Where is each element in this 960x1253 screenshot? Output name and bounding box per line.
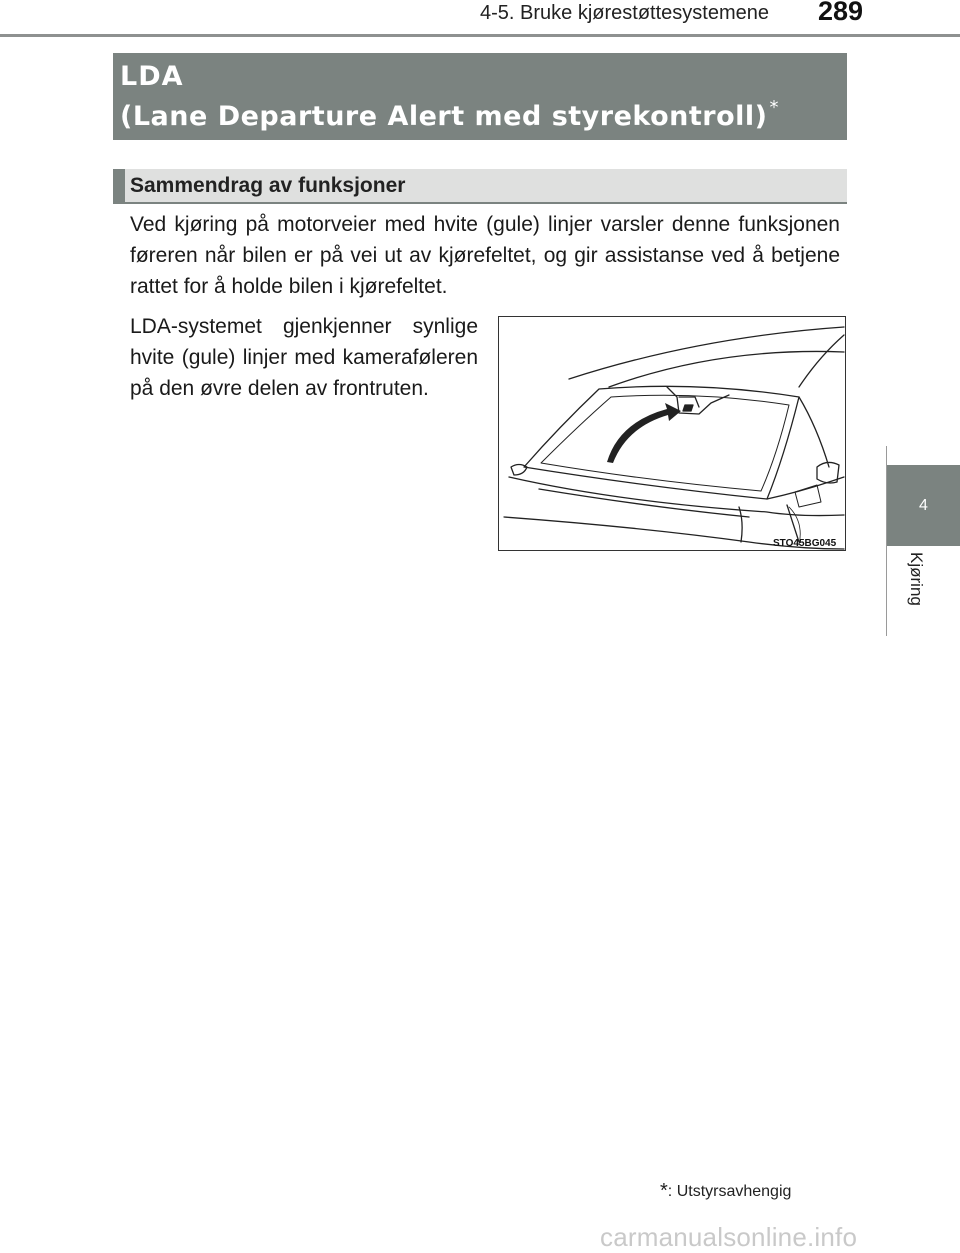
header-section-title: 4-5. Bruke kjørestøttesystemene <box>480 2 769 24</box>
section-accent-bar <box>113 169 125 202</box>
figure-code: STO45BG045 <box>773 538 837 549</box>
section-header <box>113 169 847 202</box>
chapter-tab <box>887 465 960 546</box>
body-paragraph-1: Ved kjøring på motorveier med hvite (gule) linjer varsler denne funksjonen føreren når bilen er på vei ut av kjørefeltet, og gir assistanse ved å betjene rattet for å holde bilen i kjørefeltet. <box>130 213 840 298</box>
footnote <box>660 1180 791 1203</box>
section-title: Sammendrag av funksjoner <box>130 174 406 197</box>
watermark: carmanualsonline.info <box>600 1222 858 1252</box>
page-title-text: (Lane Departure Alert med styrekontroll) <box>120 101 768 132</box>
chapter-label: Kjøring <box>907 552 926 606</box>
footnote-text: : Utstyrsavhengig <box>667 1183 792 1200</box>
header-divider <box>0 34 960 37</box>
page-title-line1: LDA <box>120 61 184 92</box>
page-title-banner <box>113 53 847 140</box>
section-underline <box>113 202 847 204</box>
title-footnote-marker: * <box>769 97 780 118</box>
chapter-number: 4 <box>919 496 928 514</box>
windshield-camera-illustration <box>498 316 846 551</box>
footnote-marker: * <box>660 1180 668 1202</box>
page-title-line2 <box>120 97 779 132</box>
page-number: 289 <box>818 0 864 26</box>
body-paragraph-2: LDA-systemet gjenkjenner synlige hvite (gule) linjer med kameraføleren på den øvre delen av frontruten. <box>130 315 478 400</box>
car-windshield-drawing <box>499 317 846 551</box>
